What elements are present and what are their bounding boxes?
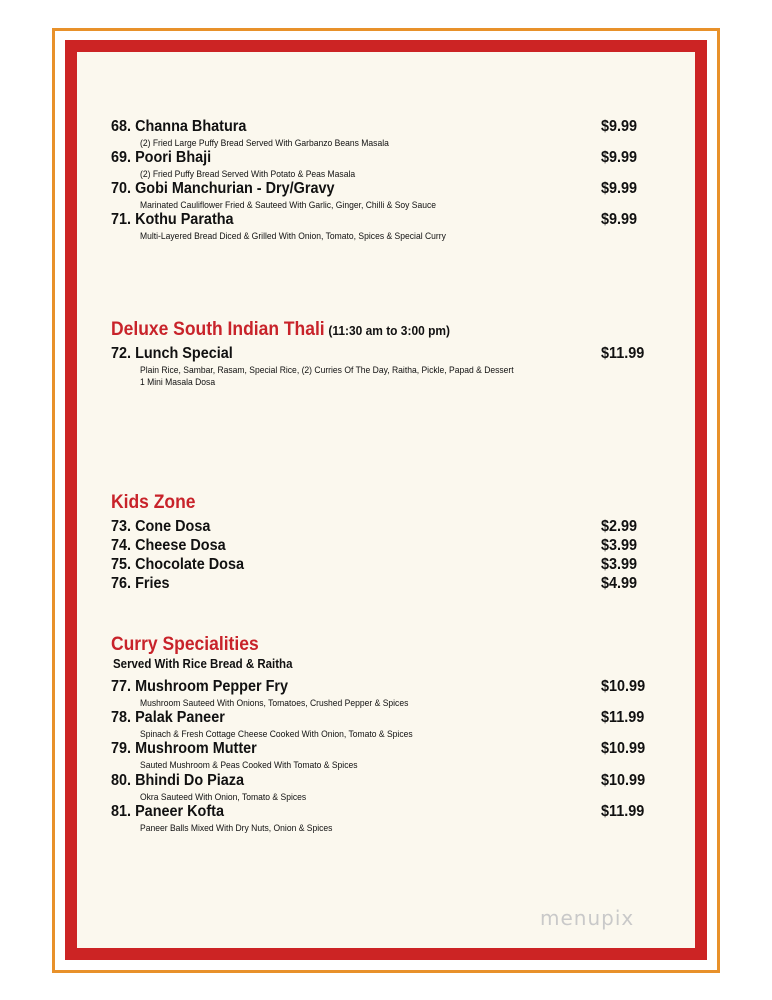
menu-item-price: $3.99 (601, 537, 638, 554)
section-title-kids: Kids Zone (111, 492, 196, 513)
menu-item-description: Plain Rice, Sambar, Rasam, Special Rice, (2) Curries Of The Day, Raitha, Pickle, Papad & Dessert (140, 365, 514, 376)
menu-item-price: $3.99 (601, 556, 638, 573)
section-title-curry: Curry Specialities (111, 634, 259, 655)
menu-item-price: $4.99 (601, 575, 638, 592)
menu-item-name: 68. Channa Bhatura (111, 118, 247, 135)
menu-item-description: (2) Fried Large Puffy Bread Served With Garbanzo Beans Masala (140, 138, 389, 149)
menu-item-name: 70. Gobi Manchurian - Dry/Gravy (111, 180, 335, 197)
menu-item-price: $10.99 (601, 740, 646, 757)
menu-item-description: Multi-Layered Bread Diced & Grilled With Onion, Tomato, Spices & Special Curry (140, 231, 446, 242)
section-note-hours: (11:30 am to 3:00 pm) (328, 323, 450, 338)
menu-item-name: 71. Kothu Paratha (111, 211, 234, 228)
menu-item-name: 77. Mushroom Pepper Fry (111, 678, 289, 695)
menu-item-price: $9.99 (601, 211, 638, 228)
menu-item-description: Marinated Cauliflower Fried & Sauteed With Garlic, Ginger, Chilli & Soy Sauce (140, 200, 437, 211)
menu-item-price: $10.99 (601, 772, 646, 789)
menu-item-price: $9.99 (601, 149, 638, 166)
menu-item-description: Okra Sauteed With Onion, Tomato & Spices (140, 792, 307, 803)
menu-item-name: 80. Bhindi Do Piaza (111, 772, 244, 789)
menu-item-description: (2) Fried Puffy Bread Served With Potato & Peas Masala (140, 169, 356, 180)
menu-item-name: 79. Mushroom Mutter (111, 740, 257, 757)
menu-item-price: $9.99 (601, 180, 638, 197)
menu-item-description: Mushroom Sauteed With Onions, Tomatoes, Crushed Pepper & Spices (140, 698, 409, 709)
menu-item-description: Sauted Mushroom & Peas Cooked With Tomato & Spices (140, 760, 358, 771)
menu-item-price: $11.99 (601, 345, 645, 362)
menu-item-description-line2: 1 Mini Masala Dosa (140, 377, 216, 388)
menu-item-name: 75. Chocolate Dosa (111, 556, 245, 573)
menu-item-name: 81. Paneer Kofta (111, 803, 224, 820)
menu-item-name: 78. Palak Paneer (111, 709, 225, 726)
menu-item-price: $2.99 (601, 518, 638, 535)
menu-item-price: $11.99 (601, 803, 645, 820)
menu-item-name: 76. Fries (111, 575, 170, 592)
menu-item-name: 69. Poori Bhaji (111, 149, 212, 166)
menupix-watermark: menupix (540, 906, 635, 930)
menu-item-price: $11.99 (601, 709, 645, 726)
section-subtitle-curry: Served With Rice Bread & Raitha (113, 657, 293, 671)
menu-item-description: Paneer Balls Mixed With Dry Nuts, Onion & Spices (140, 823, 333, 834)
menu-item-price: $9.99 (601, 118, 638, 135)
menu-item-name: 74. Cheese Dosa (111, 537, 226, 554)
menu-item-name: 73. Cone Dosa (111, 518, 211, 535)
menu-item-price: $10.99 (601, 678, 646, 695)
menu-item-description: Spinach & Fresh Cottage Cheese Cooked With Onion, Tomato & Spices (140, 729, 413, 740)
section-title-thali: Deluxe South Indian Thali (11:30 am to 3:00 pm) (111, 319, 450, 340)
menu-item-name: 72. Lunch Special (111, 345, 233, 362)
